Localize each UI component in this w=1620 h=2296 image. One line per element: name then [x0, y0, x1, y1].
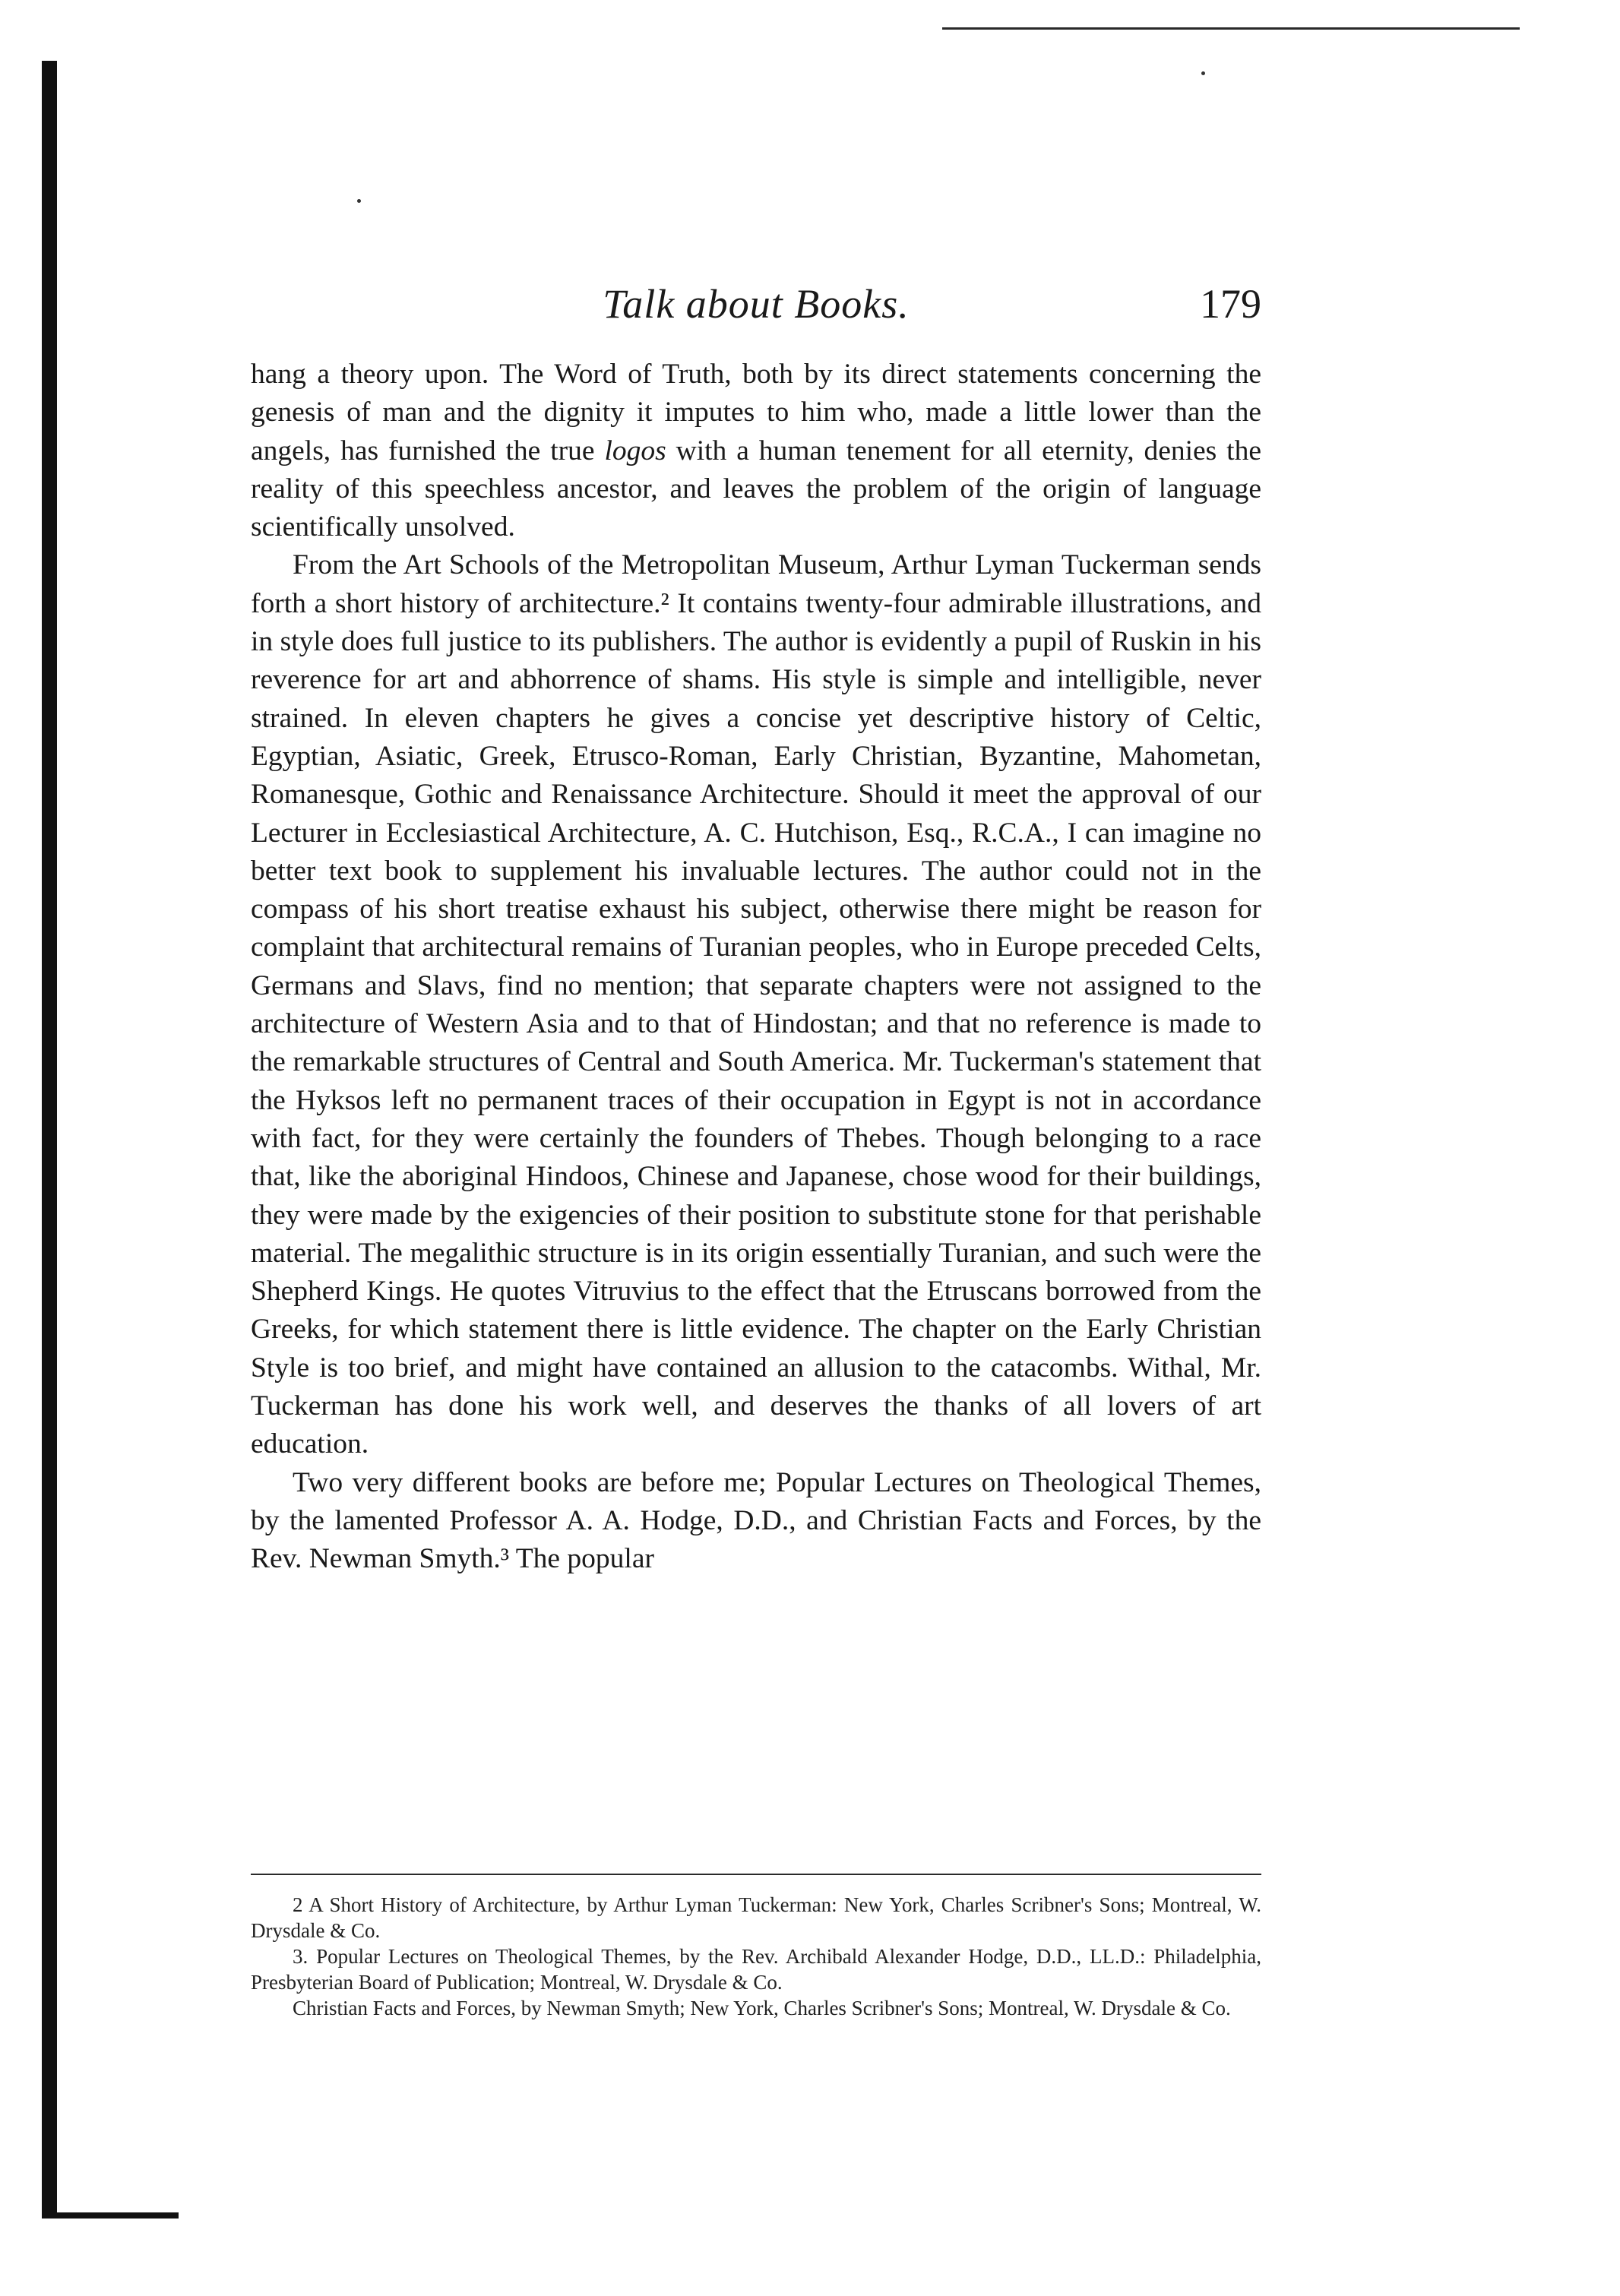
page-number: 179 [1200, 281, 1261, 327]
running-head [251, 274, 1261, 334]
paragraph-two-books: Two very different books are before me; Popular Lectures on Theological Themes, by the lamented Professor A. A. Hodge, D.D., and Christian Facts and Forces, by the Rev. Newman Smyth.³ The popular [251, 1466, 1261, 1575]
footnote-rule [251, 1874, 1261, 1875]
print-speck [357, 199, 361, 203]
italic-logos: logos [604, 435, 666, 466]
print-speck [1201, 71, 1205, 75]
paragraph-text: with a human tenement for all eternity, denies the reality of this speechless ancestor, and leaves the problem of the origin of language scientifically unsolved. [251, 435, 1261, 543]
body-text [251, 356, 1261, 1579]
footnote-2: 2 A Short History of Architecture, by Arthur Lyman Tuckerman: New York, Charles Scribner's Sons; Montreal, W. Drysdale & Co. [251, 1893, 1261, 1942]
footnotes [251, 1892, 1261, 2021]
paragraph-architecture-review: From the Art Schools of the Metropolitan Museum, Arthur Lyman Tuckerman sends forth a short history of architecture.² It contains twenty-four admirable illustrations, and in style does full justice to its publishers. The author is evidently a pupil of Ruskin in his reverence for art and abhorrence of shams. His style is simple and intelligible, never strained. In eleven chapters he gives a concise yet descriptive history of Celtic, Egyptian, Asiatic, Greek, Etrusco-Roman, Early Christian, Byzantine, Mahometan, Romanesque, Gothic and Renaissance Architecture. Should it meet the approval of our Lecturer in Ecclesiastical Architecture, A. C. Hutchison, Esq., R.C.A., I can imagine no better text book to supplement his invaluable lectures. The author could not in the compass of his short treatise exhaust his subject, otherwise there might be reason for complaint that architectural remains of Turanian peoples, who in Europe preceded Celts, Germans and Slavs, find no mention; that separate chapters were not assigned to the architecture of Western Asia and to that of Hindostan; and that no reference is made to the remarkable structures of Central and South America. Mr. Tuckerman's statement that the Hyksos left no permanent traces of their occupation in Egypt is not in accordance with fact, for they were certainly the founders of Thebes. Though belonging to a race that, like the aboriginal Hindoos, Chinese and Japanese, chose wood for their buildings, they were made by the exigencies of their position to substitute stone for that perishable material. The megalithic structure is in its origin essentially Turanian, and such were the Shepherd Kings. He quotes Vitruvius to the effect that the Etruscans borrowed from the Greeks, for which statement there is little evidence. The chapter on the Early Christian Style is too brief, and might have contained an allusion to the catacombs. Withal, Mr. Tuckerman has done his work well, and deserves the thanks of all lovers of art education. [251, 549, 1261, 1460]
binding-edge [42, 61, 57, 2219]
running-title: Talk about Books. [603, 281, 910, 327]
footnote-3: 3. Popular Lectures on Theological Themes, by the Rev. Archibald Alexander Hodge, D.D., LL.D.: Philadelphia, Presbyterian Board of Publication; Montreal, W. Drysdale & Co. [251, 1945, 1261, 1994]
paragraph-text: hang a theory upon. The Word of Truth, both by its direct statements concerning the genesis of man and the dignity it imputes to him who, made a little lower than the angels, has furnished the true [251, 359, 1261, 466]
footnote-3-continued: Christian Facts and Forces, by Newman Smyth; New York, Charles Scribner's Sons; Montreal, W. Drysdale & Co. [293, 1997, 1231, 2019]
binding-foot [42, 2212, 179, 2219]
paragraph-continuation [251, 356, 1261, 546]
top-rule [942, 27, 1520, 30]
